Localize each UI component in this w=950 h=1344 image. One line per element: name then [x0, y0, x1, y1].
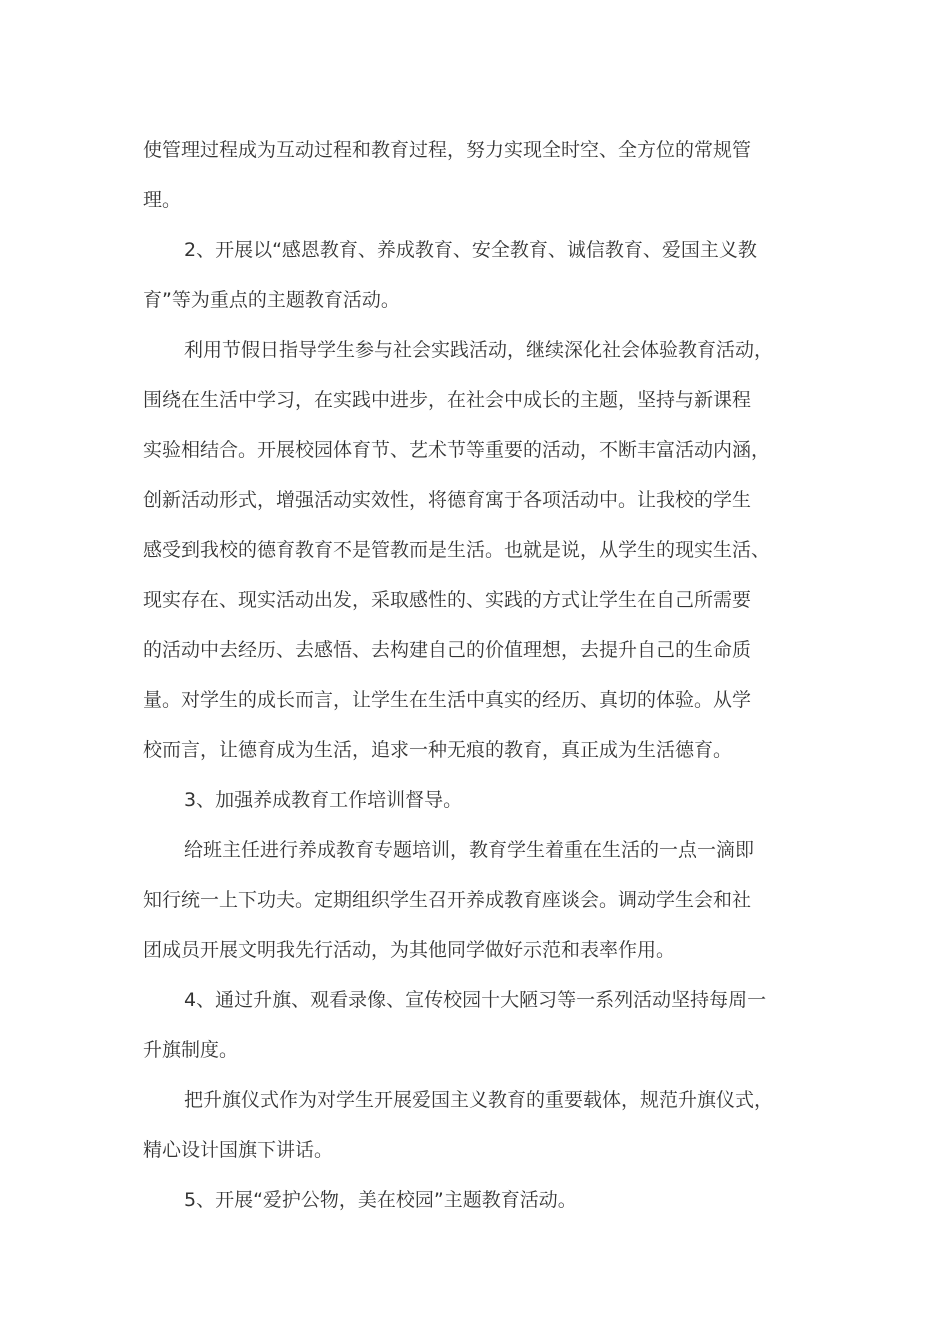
section-heading: 4、通过升旗、观看录像、宣传校园十大陋习等一系列活动坚持每周一 — [184, 989, 767, 1011]
text-line: 量。对学生的成长而言，让学生在生活中真实的经历、真切的体验。从学 — [143, 689, 752, 711]
text-line: 升旗制度。 — [143, 1039, 239, 1061]
text-line: 创新活动形式，增强活动实效性，将德育寓于各项活动中。让我校的学生 — [143, 489, 752, 511]
text-line: 知行统一上下功夫。定期组织学生召开养成教育座谈会。调动学生会和社 — [143, 889, 752, 911]
paragraph-start: 利用节假日指导学生参与社会实践活动，继续深化社会体验教育活动， — [184, 339, 774, 361]
text-line: 围绕在生活中学习，在实践中进步，在社会中成长的主题，坚持与新课程 — [143, 389, 752, 411]
text-line: 精心设计国旗下讲话。 — [143, 1139, 334, 1161]
text-line: 感受到我校的德育教育不是管教而是生活。也就是说，从学生的现实生活、 — [143, 539, 771, 561]
text-line: 使管理过程成为互动过程和教育过程，努力实现全时空、全方位的常规管 — [143, 139, 752, 161]
paragraph-start: 把升旗仪式作为对学生开展爱国主义教育的重要载体，规范升旗仪式， — [184, 1089, 774, 1111]
paragraph-start: 给班主任进行养成教育专题培训，教育学生着重在生活的一点一滴即 — [184, 839, 755, 861]
text-line: 的活动中去经历、去感悟、去构建自己的价值理想，去提升自己的生命质 — [143, 639, 752, 661]
text-line: 实验相结合。开展校园体育节、艺术节等重要的活动，不断丰富活动内涵， — [143, 439, 771, 461]
text-line: 团成员开展文明我先行活动，为其他同学做好示范和表率作用。 — [143, 939, 676, 961]
section-heading: 3、加强养成教育工作培训督导。 — [184, 789, 463, 811]
text-line: 育”等为重点的主题教育活动。 — [143, 289, 400, 311]
text-line: 现实存在、现实活动出发，采取感性的、实践的方式让学生在自己所需要 — [143, 589, 752, 611]
text-line: 校而言，让德育成为生活，追求一种无痕的教育，真正成为生活德育。 — [143, 739, 733, 761]
section-heading: 2、开展以“感恩教育、养成教育、安全教育、诚信教育、爱国主义教 — [184, 239, 757, 261]
section-heading: 5、开展“爱护公物，美在校园”主题教育活动。 — [184, 1189, 577, 1211]
text-line: 理。 — [143, 189, 182, 211]
